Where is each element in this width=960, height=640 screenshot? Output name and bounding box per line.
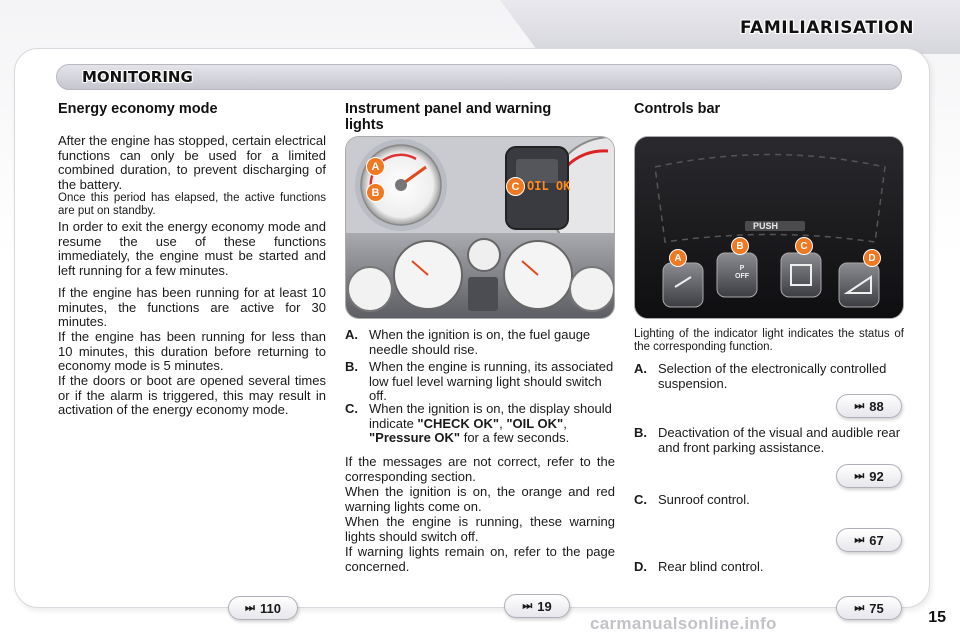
section-title: MONITORING	[82, 68, 193, 86]
controls-item-d	[634, 560, 904, 576]
photo-display-text: OIL OK	[527, 179, 571, 193]
energy-paragraph-3: In order to exit the energy economy mode and resume the use of these functions immediately, the engine must be started and left running for a few minutes.	[58, 219, 326, 278]
skip-forward-icon: ⏭	[854, 469, 865, 482]
item-c-check-ok: "CHECK OK"	[417, 415, 500, 431]
item-c-pressure-ok: "Pressure OK"	[369, 430, 461, 445]
item-c-oil-ok: "OIL OK"	[506, 415, 564, 431]
skip-forward-icon: ⏭	[522, 599, 533, 612]
instrument-item-c-letter: C.	[345, 401, 358, 416]
page-ref-92-number: 92	[869, 468, 884, 484]
instrument-paragraph-3: When the engine is running, these warning lights should switch off.	[345, 514, 615, 544]
instrument-title-line-2: lights	[345, 117, 384, 133]
controls-poff-label: P OFF	[735, 265, 749, 280]
item-c-sep: ,	[499, 415, 507, 431]
instrument-item-a	[345, 328, 615, 358]
controls-item-c	[634, 493, 904, 509]
instrument-item-a-letter: A.	[345, 327, 358, 342]
photo-label-a: A	[366, 157, 385, 176]
controls-item-a-text: Selection of the electronically controlled suspension.	[658, 361, 887, 391]
item-c-sep2: ,	[563, 415, 567, 431]
instrument-panel-illustration	[346, 137, 615, 319]
page-ref-19-number: 19	[537, 598, 552, 614]
controls-bar-photo	[634, 136, 904, 319]
instrument-panel-photo	[345, 136, 615, 319]
skip-forward-icon: ⏭	[245, 601, 255, 614]
instrument-item-c-text	[369, 402, 615, 446]
energy-paragraph-6: If the doors or boot are opened several times or if the alarm is triggered, this may result in activation of the energy economy mode.	[58, 373, 326, 417]
page-ref-19[interactable]	[504, 594, 570, 618]
controls-label-c: C	[795, 237, 813, 255]
instrument-item-b	[345, 360, 615, 404]
page-ref-92[interactable]	[836, 464, 902, 488]
instrument-item-c	[345, 402, 615, 450]
page-ref-75-number: 75	[869, 600, 884, 616]
chapter-title: FAMILIARISATION	[740, 18, 914, 38]
controls-item-c-letter: C.	[634, 492, 647, 507]
instrument-paragraph-4: If warning lights remain on, refer to the page concerned.	[345, 544, 615, 574]
energy-paragraph-1: After the engine has stopped, certain electrical functions can only be used for a limited combined duration, to prevent discharging of the battery.	[58, 133, 326, 192]
controls-intro: Lighting of the indicator light indicates the status of the corresponding function.	[634, 328, 904, 353]
skip-forward-icon: ⏭	[854, 601, 865, 614]
instrument-title-line-1: Instrument panel and warning	[345, 101, 552, 117]
photo-label-c: C	[506, 177, 525, 196]
page-ref-110-number: 110	[259, 600, 281, 616]
instrument-item-a-text: When the ignition is on, the fuel gauge needle should rise.	[369, 327, 591, 357]
energy-paragraph-4: If the engine has been running for at least 10 minutes, the functions are active for 30 minutes.	[58, 285, 326, 329]
energy-title: Energy economy mode	[58, 101, 218, 117]
controls-item-b-text: Deactivation of the visual and audible rear and front parking assistance.	[658, 425, 901, 455]
page-ref-67-number: 67	[869, 532, 884, 548]
controls-item-d-letter: D.	[634, 559, 647, 574]
watermark: carmanualsonline.info	[590, 614, 777, 633]
controls-title: Controls bar	[634, 101, 721, 117]
page-ref-88-number: 88	[869, 398, 884, 414]
item-c-pre: When the ignition is on, the display should indicate	[369, 401, 612, 431]
page-ref-67[interactable]	[836, 528, 902, 552]
page-number: 15	[928, 609, 946, 626]
instrument-paragraph-2: When the ignition is on, the orange and red warning lights come on.	[345, 484, 615, 514]
photo-label-b: B	[366, 183, 385, 202]
controls-item-d-text: Rear blind control.	[658, 559, 764, 574]
controls-item-a-letter: A.	[634, 361, 647, 376]
skip-forward-icon: ⏭	[854, 399, 865, 412]
page-ref-110[interactable]	[228, 596, 298, 620]
instrument-item-b-text: When the engine is running, its associated low fuel level warning light should switch off.	[369, 359, 614, 403]
energy-paragraph-5: If the engine has been running for less than 10 minutes, this duration before returning to economy mode is 5 minutes.	[58, 329, 326, 373]
controls-item-b	[634, 426, 906, 456]
instrument-paragraph-1: If the messages are not correct, refer to the corresponding section.	[345, 454, 615, 484]
controls-item-c-text: Sunroof control.	[658, 492, 750, 507]
controls-item-a	[634, 362, 904, 392]
controls-push-label: PUSH	[753, 221, 779, 231]
controls-label-d: D	[863, 249, 881, 267]
instrument-item-b-letter: B.	[345, 359, 358, 374]
controls-label-b: B	[731, 237, 749, 255]
item-c-post: for a few seconds.	[460, 430, 570, 445]
controls-label-a: A	[669, 249, 687, 267]
skip-forward-icon: ⏭	[854, 533, 865, 546]
controls-item-b-letter: B.	[634, 425, 647, 440]
page-ref-88[interactable]	[836, 394, 902, 418]
instrument-title	[345, 101, 615, 133]
energy-paragraph-2: Once this period has elapsed, the active functions are put on standby.	[58, 192, 326, 217]
page-ref-75[interactable]	[836, 596, 902, 620]
